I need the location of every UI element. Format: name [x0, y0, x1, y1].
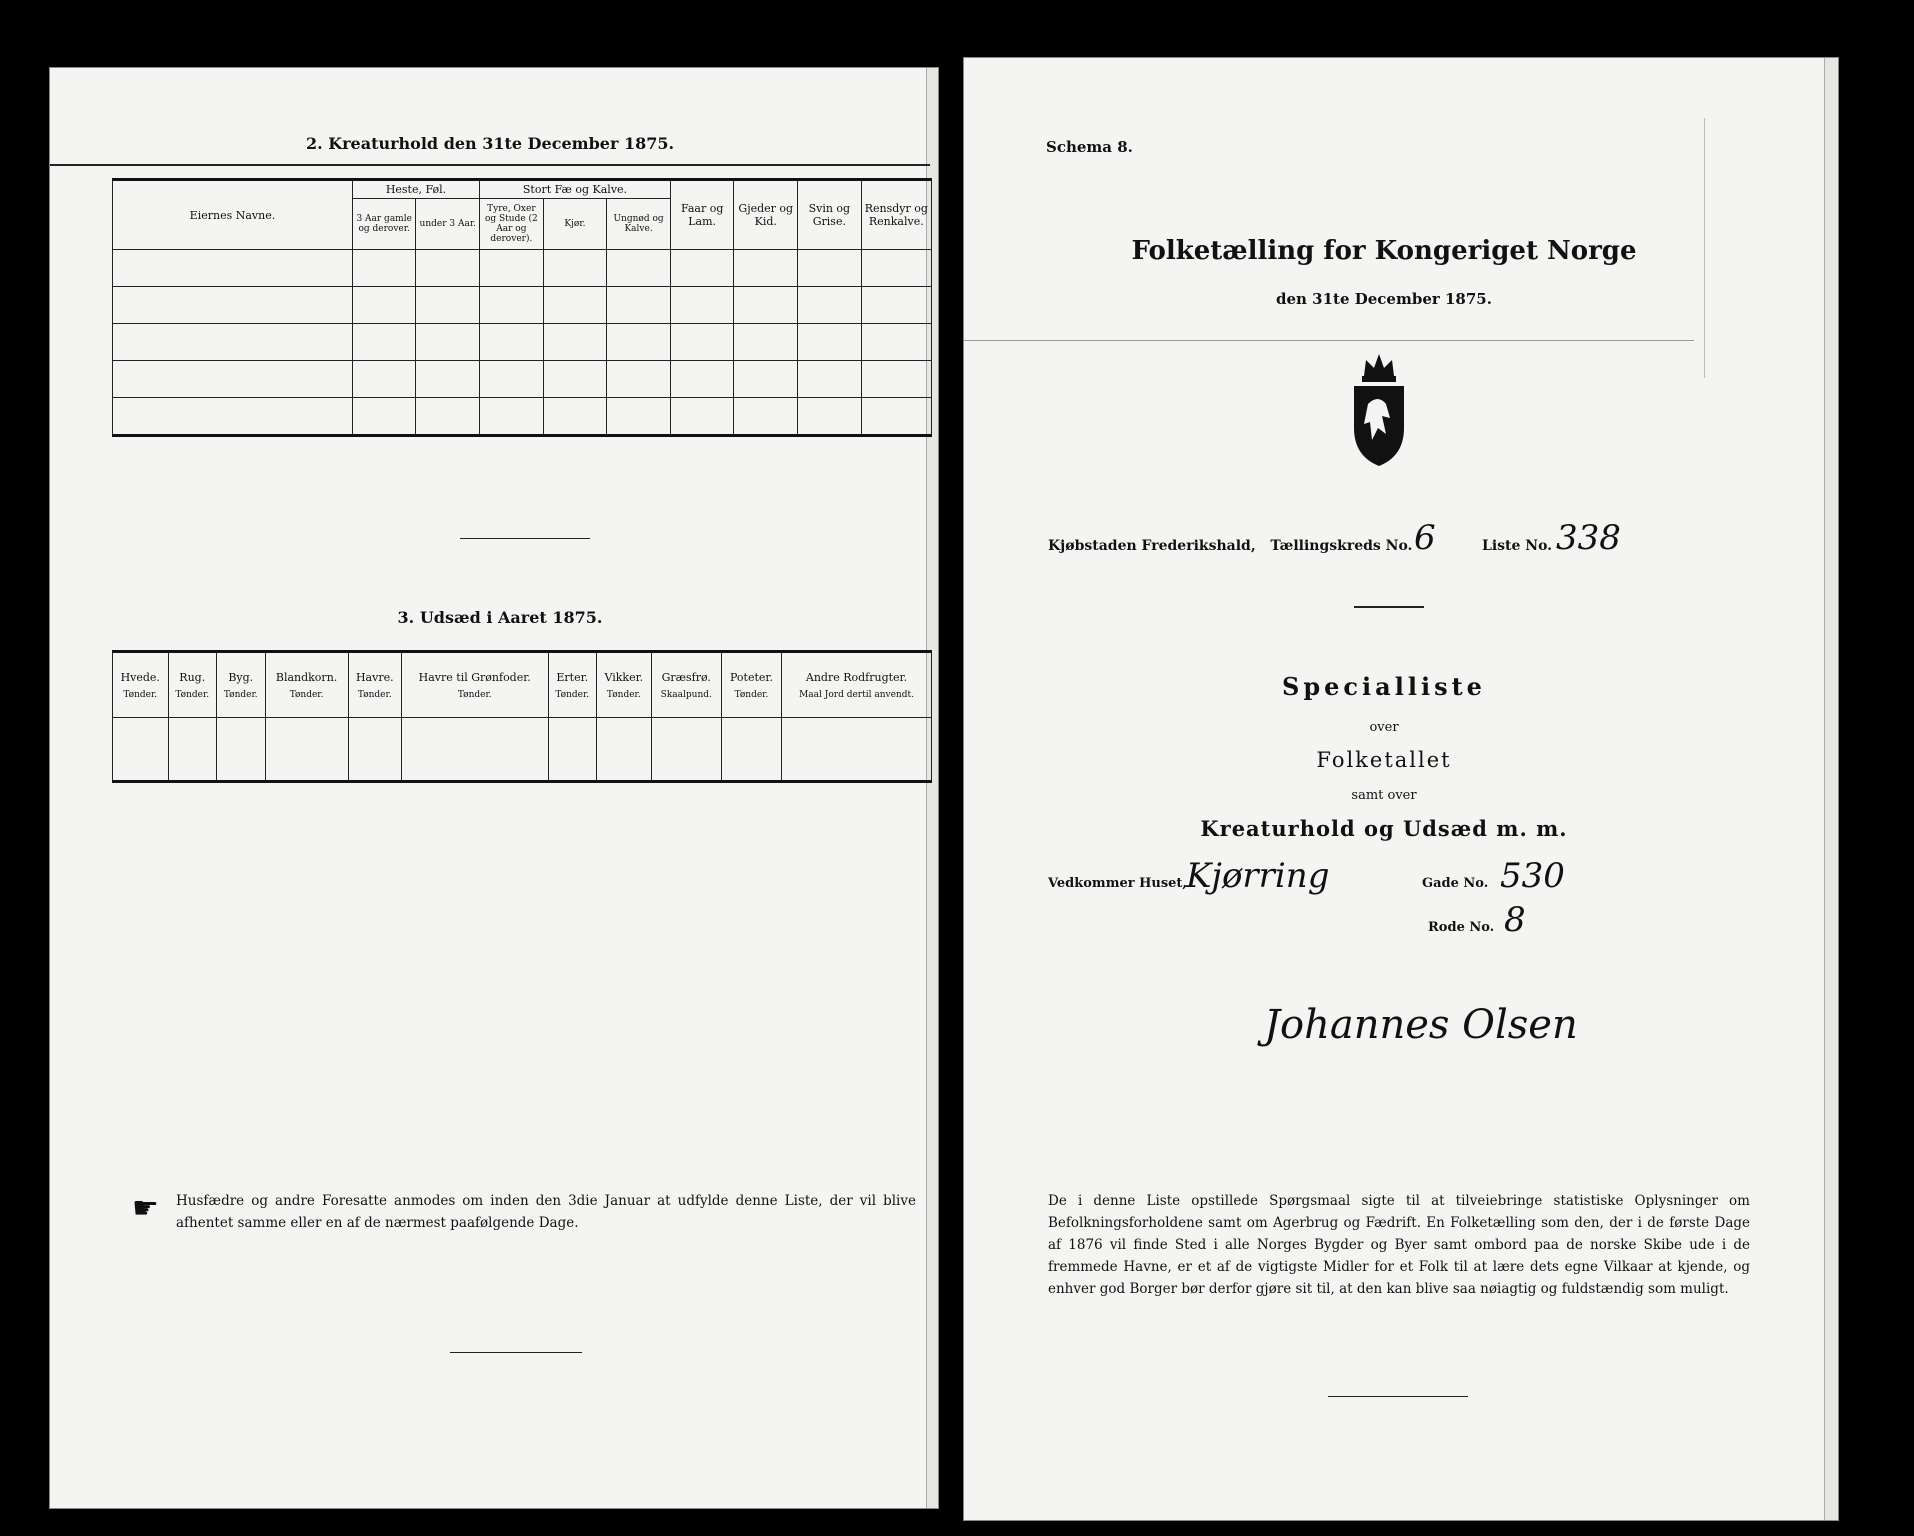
district-label: Tællingskreds No.: [1270, 538, 1413, 554]
crop-unit: Skaalpund.: [660, 689, 712, 700]
over-text: over: [1369, 720, 1399, 735]
crop-unit: Tønder.: [606, 689, 641, 700]
district-number: 6: [1414, 518, 1436, 558]
coat-of-arms-icon: [1344, 348, 1414, 468]
crop-unit: Tønder.: [123, 689, 158, 700]
folketallet-text: Folketallet: [1316, 748, 1452, 772]
crop-name: Poteter.: [729, 670, 773, 684]
table-row: [113, 250, 932, 287]
right-page: [964, 58, 1838, 1520]
section3-title: 3. Udsæd i Aaret 1875.: [397, 608, 603, 627]
crop-header: [548, 652, 597, 718]
crop-cell: [721, 718, 781, 782]
crop-unit: Tønder.: [289, 689, 324, 700]
specialliste-title: Specialliste: [1282, 672, 1486, 701]
notice-text: Husfædre og andre Foresatte anmodes om inden den 3die Januar at udfylde denne Liste, der vil blive afhentet samme eller en af de nærmest paafølgende Dage.: [176, 1193, 916, 1231]
crop-header: [217, 652, 266, 718]
crop-header: [401, 652, 548, 718]
crop-cell: [401, 718, 548, 782]
goats-header: Gjeder og Kid.: [734, 180, 798, 250]
crop-cell: [168, 718, 217, 782]
crop-name: Havre.: [355, 670, 394, 684]
horse-group-header: Heste, Føl.: [352, 180, 479, 199]
livestock-table: [112, 178, 932, 437]
crop-unit: Maal Jord dertil anvendt.: [799, 689, 914, 700]
crop-cell: [113, 718, 169, 782]
crop-cell: [782, 718, 932, 782]
reindeer-header: Rensdyr og Renkalve.: [861, 180, 931, 250]
main-title: Folketælling for Kongeriget Norge: [1131, 236, 1637, 266]
crop-cell: [597, 718, 652, 782]
crop-header: [265, 652, 348, 718]
crop-unit: Tønder.: [555, 689, 590, 700]
divider: [964, 340, 1694, 341]
kreaturhold-text: Kreaturhold og Udsæd m. m.: [1200, 816, 1568, 841]
crop-cell: [217, 718, 266, 782]
divider: [50, 164, 930, 166]
house-name: Kjørring: [1186, 856, 1330, 896]
bleed-through-column: [1704, 118, 1815, 378]
short-divider: [450, 1352, 582, 1353]
crop-header: [348, 652, 401, 718]
crop-unit: Tønder.: [734, 689, 769, 700]
crop-name: Byg.: [228, 670, 254, 684]
crop-cell: [651, 718, 721, 782]
cattle-sub1: Tyre, Oxer og Stude (2 Aar og derover).: [480, 199, 544, 250]
crop-name: Blandkorn.: [275, 670, 338, 684]
list-number: 338: [1556, 518, 1621, 558]
crop-header: [597, 652, 652, 718]
table-row: [113, 287, 932, 324]
pointing-hand-icon: ☛: [132, 1191, 159, 1226]
crop-header: [721, 652, 781, 718]
owner-header: Eiernes Navne.: [113, 180, 353, 250]
crop-name: Hvede.: [120, 670, 160, 684]
section2-title: 2. Kreaturhold den 31te December 1875.: [305, 134, 675, 153]
short-divider: [460, 538, 590, 539]
crop-name: Vikker.: [604, 670, 644, 684]
crop-name: Havre til Grønfoder.: [418, 670, 531, 684]
table-row: [113, 398, 932, 436]
crop-table: [112, 650, 932, 783]
crop-name: Rug.: [179, 670, 206, 684]
gade-label: Gade No.: [1422, 876, 1489, 891]
list-label: Liste No.: [1482, 538, 1553, 554]
short-divider: [1354, 606, 1424, 608]
crop-name: Græsfrø.: [661, 670, 711, 684]
date-line: den 31te December 1875.: [1276, 290, 1492, 308]
location-line: [1048, 538, 1412, 554]
page-edge: [1824, 58, 1838, 1520]
cattle-sub3: Ungnød og Kalve.: [607, 199, 671, 250]
table-row: [113, 324, 932, 361]
crop-header: [651, 652, 721, 718]
horse-sub1: 3 Aar gamle og derover.: [352, 199, 416, 250]
cattle-group-header: Stort Fæ og Kalve.: [480, 180, 671, 199]
crop-name: Erter.: [556, 670, 589, 684]
samt-over-text: samt over: [1351, 788, 1417, 803]
left-page: [50, 68, 938, 1508]
crop-unit: Tønder.: [175, 689, 210, 700]
town-label: Kjøbstaden Frederikshald,: [1048, 538, 1256, 554]
sheep-header: Faar og Lam.: [670, 180, 734, 250]
crop-header: [168, 652, 217, 718]
house-label: Vedkommer Huset,: [1048, 876, 1187, 891]
crop-header: [113, 652, 169, 718]
crop-cell: [265, 718, 348, 782]
explanation-paragraph: De i denne Liste opstillede Spørgsmaal sigte til at tilveiebringe statistiske Oplysninger om Befolkningsforholdene samt om Agerbrug og Fædrift. En Folketælling som den, der i de første Dage af 1876 vil finde Sted i alle Norges Bygder og Byer samt ombord paa de norske Skibe ude i de fremmede Havne, er et af de vigtigste Midler for et Folk til at lære dets egne Vilkaar at kjende, og enhver god Borger bør derfor gjøre sit til, at den kan blive saa nøiagtig og fuldstændig som muligt.: [1048, 1193, 1750, 1297]
schema-label: Schema 8.: [1046, 138, 1133, 156]
rode-label: Rode No.: [1428, 920, 1495, 935]
crop-unit: Tønder.: [357, 689, 392, 700]
short-divider: [1328, 1396, 1468, 1397]
crop-cell: [548, 718, 597, 782]
crop-unit: Tønder.: [457, 689, 492, 700]
signature: Johannes Olsen: [1264, 1002, 1578, 1048]
gade-number: 530: [1500, 856, 1565, 896]
table-row: [113, 361, 932, 398]
crop-cell: [348, 718, 401, 782]
cattle-sub2: Kjør.: [543, 199, 607, 250]
rode-number: 8: [1504, 900, 1526, 940]
horse-sub2: under 3 Aar.: [416, 199, 480, 250]
crop-header: [782, 652, 932, 718]
pigs-header: Svin og Grise.: [798, 180, 862, 250]
crop-name: Andre Rodfrugter.: [805, 670, 908, 684]
crop-unit: Tønder.: [223, 689, 258, 700]
